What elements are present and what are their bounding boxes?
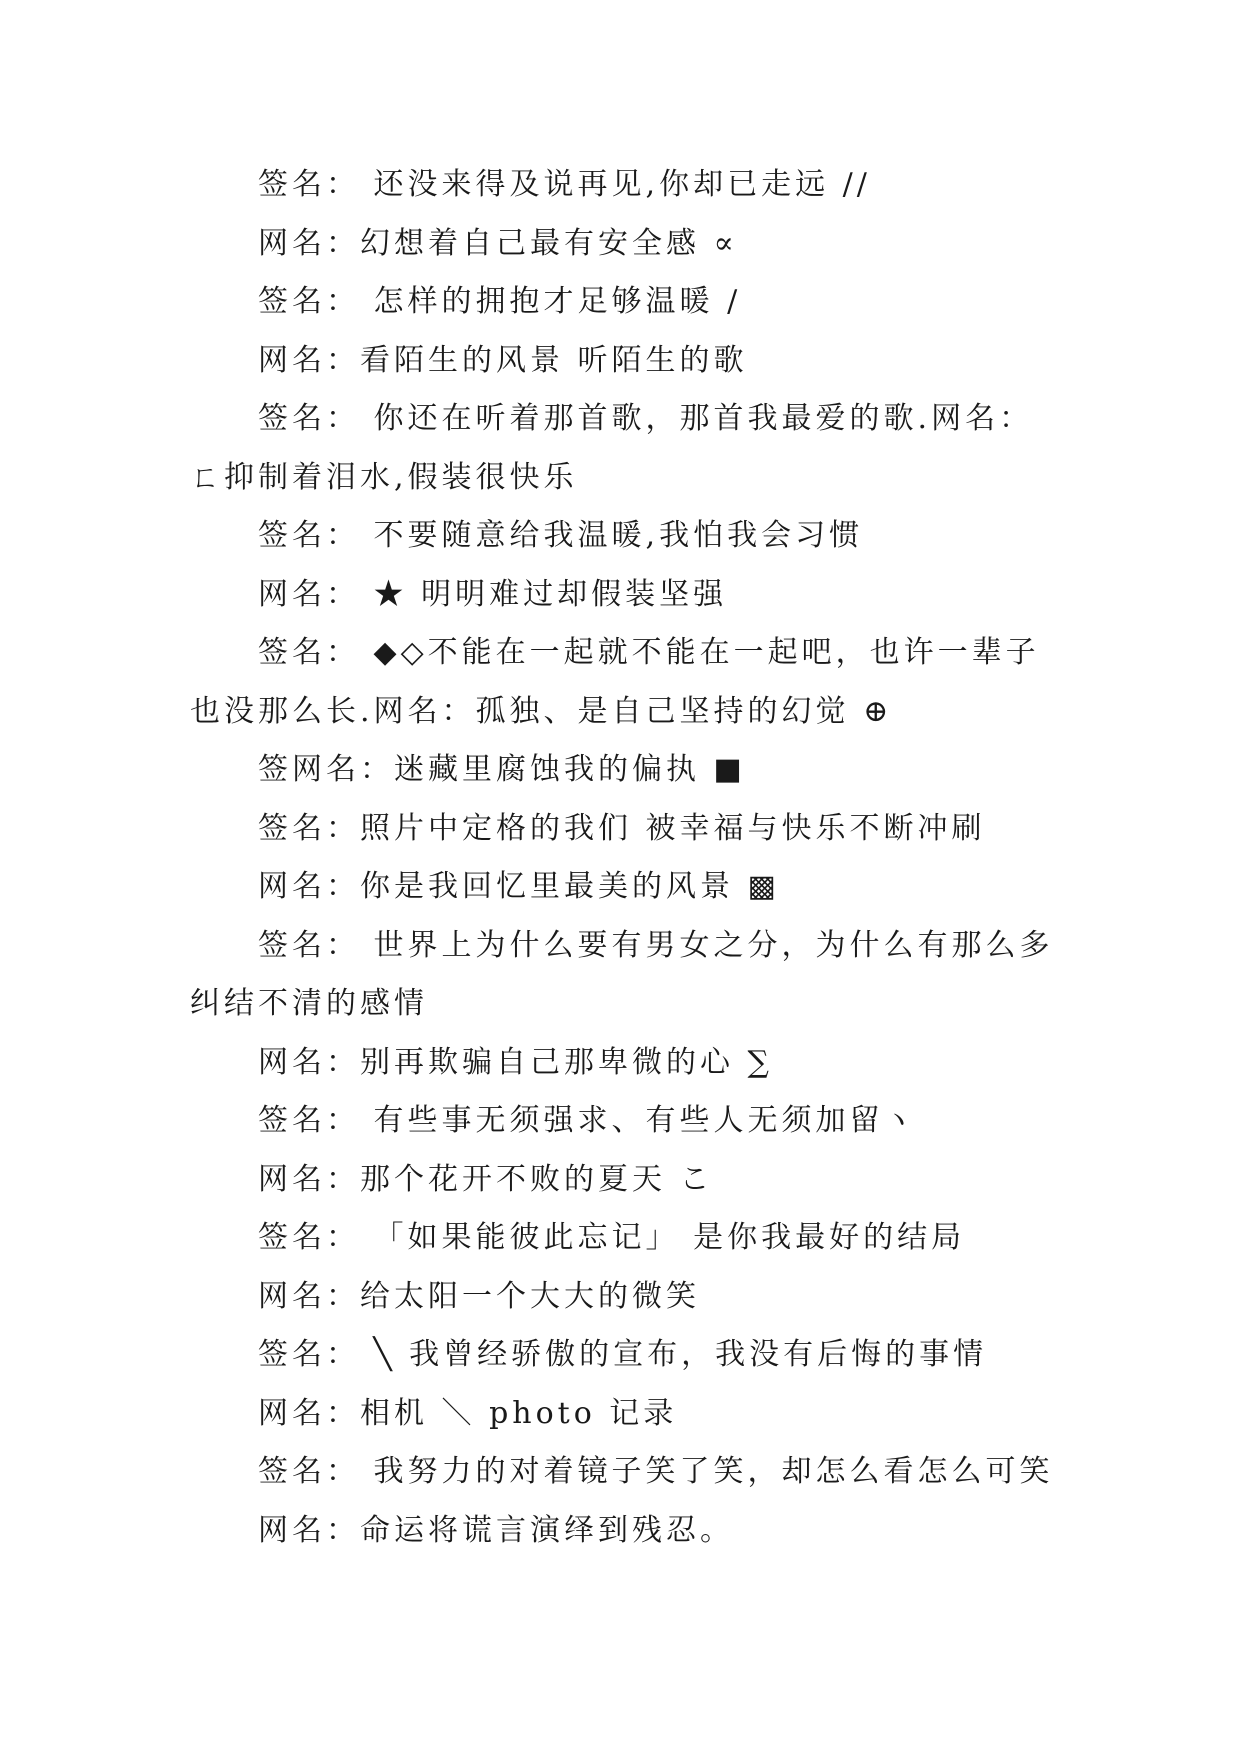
paragraph: 网名：别再欺骗自己那卑微的心 ∑: [258, 1044, 773, 1080]
paragraph: 网名： ★ 明明难过却假装坚强: [258, 576, 728, 612]
document-body: [190, 156, 1062, 1560]
paragraph: 签名： 你还在听着那首歌，那首我最爱的歌.网名：ㄈ抑制着泪水,假装很快乐: [190, 401, 1034, 495]
paragraph: 签名： 怎样的拥抱才足够温暖 /: [258, 284, 742, 319]
paragraph: 签名： 「如果能彼此忘记」 是你我最好的结局: [258, 1220, 966, 1255]
paragraph: 签名： 还没来得及说再见,你却已走远 //: [258, 167, 871, 202]
paragraph: 签名： ╲ 我曾经骄傲的宣布，我没有后悔的事情: [258, 1337, 988, 1372]
paragraph: 网名：相机 ＼ photo 记录: [258, 1395, 678, 1431]
paragraph: 网名：幻想着自己最有安全感 ∝: [258, 225, 738, 261]
paragraph: 签名： 世界上为什么要有男女之分，为什么有那么多纠结不清的感情: [190, 927, 1054, 1021]
paragraph: 签名： 不要随意给我温暖,我怕我会习惯: [258, 518, 864, 553]
paragraph: 网名：命运将谎言演绎到残忍。: [258, 1512, 734, 1548]
paragraph: 签名：照片中定格的我们 被幸福与快乐不断冲刷: [258, 810, 986, 846]
paragraph: 签名： 我努力的对着镜子笑了笑，却怎么看怎么可笑: [258, 1454, 1054, 1489]
paragraph: 网名：那个花开不败的夏天 こ: [258, 1161, 714, 1197]
paragraph: 网名：你是我回忆里最美的风景 ▩: [258, 869, 780, 904]
paragraph: 网名：看陌生的风景 听陌生的歌: [258, 342, 748, 378]
paragraph: 网名：给太阳一个大大的微笑: [258, 1278, 700, 1314]
paragraph: 签名： ◆◇不能在一起就不能在一起吧，也许一辈子也没那么长.网名：孤独、是自己坚持的幻觉 ⊕: [190, 635, 1040, 729]
paragraph: 签网名：迷藏里腐蚀我的偏执 ■: [258, 752, 746, 787]
paragraph: 签名： 有些事无须强求、有些人无须加留ヽ: [258, 1103, 918, 1138]
